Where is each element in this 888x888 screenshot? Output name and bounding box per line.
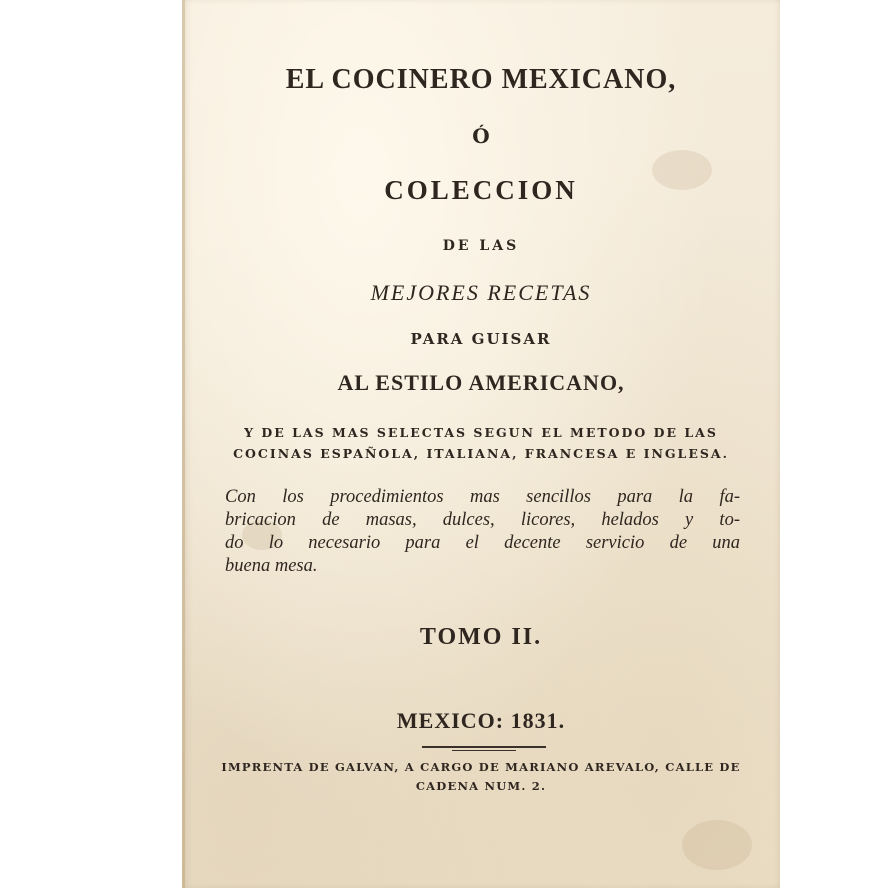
title-page [182, 0, 780, 888]
procedimientos-paragraph [225, 486, 740, 578]
title-conjunction: Ó [472, 124, 490, 148]
selectas-line-1: Y DE LAS MAS SELECTAS SEGUN EL METODO DE LAS [244, 425, 718, 440]
book-title: EL COCINERO MEXICANO, [285, 64, 677, 95]
volume-number: TOMO II. [419, 624, 543, 650]
subtitle-mejores-recetas: MEJORES RECETAS [370, 280, 592, 305]
selectas-line-2: COCINAS ESPAÑOLA, ITALIANA, FRANCESA E INGLESA. [233, 446, 729, 461]
subtitle-de-las: DE LAS [442, 238, 520, 254]
procedimientos-line: buena mesa. [225, 556, 318, 576]
printer-line-2: CADENA NUM. 2. [415, 779, 547, 793]
printer-line-1: IMPRENTA DE GALVAN, A CARGO DE MARIANO AREVALO, CALLE DE [221, 760, 741, 774]
imprint-rule [422, 746, 546, 748]
imprint-place-year: MEXICO: 1831. [396, 708, 566, 733]
subtitle-coleccion: COLECCION [384, 175, 578, 205]
subtitle-al-estilo: AL ESTILO AMERICANO, [337, 370, 625, 395]
foxing-stain [682, 820, 752, 870]
procedimientos-line: do lo necesario para el decente servicio de una [225, 533, 740, 553]
procedimientos-line: bricacion de masas, dulces, licores, helados y to- [225, 510, 740, 530]
procedimientos-line: Con los procedimientos mas sencillos para la fa- [225, 487, 740, 507]
subtitle-para-guisar: PARA GUISAR [410, 330, 552, 348]
